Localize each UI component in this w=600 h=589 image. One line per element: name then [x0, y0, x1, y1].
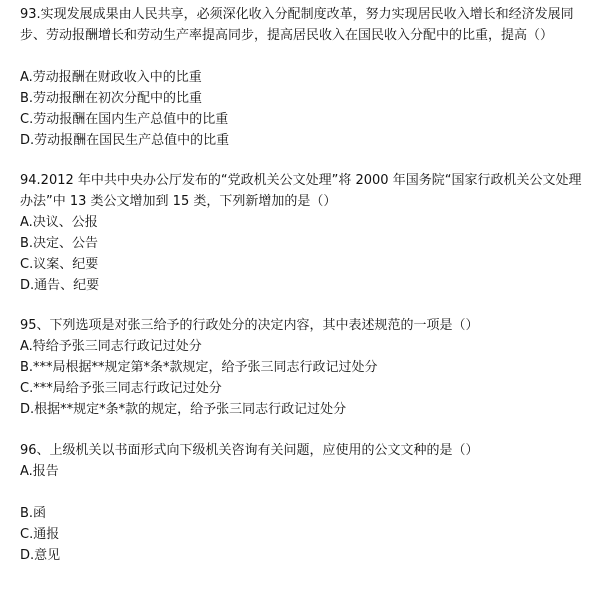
- option-c: C.通报: [20, 527, 60, 542]
- option-a: A.报告: [20, 464, 59, 479]
- option-b: B.劳动报酬在初次分配中的比重: [20, 91, 203, 106]
- option-c: C.议案、纪要: [20, 257, 99, 272]
- option-d: D.根据**规定*条*款的规定，给予张三同志行政记过处分: [20, 402, 347, 417]
- option-b: B.决定、公告: [20, 236, 99, 251]
- option-c: C.劳动报酬在国内生产总值中的比重: [20, 112, 229, 127]
- option-d: D.通告、纪要: [20, 278, 100, 293]
- option-a: A.特给予张三同志行政记过处分: [20, 339, 202, 354]
- question-stem: 96、上级机关以书面形式向下级机关咨询有关问题，应使用的公文文种的是（）: [20, 443, 479, 458]
- question-stem: 93.实现发展成果由人民共享，必须深化收入分配制度改革，努力实现居民收入增长和经济发展同步、劳动报酬增长和劳动生产率提高同步，提高居民收入在国民收入分配中的比重，提高（）: [20, 7, 574, 43]
- option-a: A.劳动报酬在财政收入中的比重: [20, 70, 202, 85]
- question-95: [20, 315, 590, 420]
- option-d: D.劳动报酬在国民生产总值中的比重: [20, 133, 230, 148]
- option-a: A.决议、公报: [20, 215, 98, 230]
- option-b: B.***局根据**规定第*条*款规定，给予张三同志行政记过处分: [20, 360, 378, 375]
- question-96: [20, 440, 590, 566]
- question-94: [20, 170, 590, 296]
- option-d: D.意见: [20, 548, 61, 563]
- blank-line: [20, 482, 590, 503]
- option-b: B.函: [20, 506, 47, 521]
- question-stem: 94.2012 年中共中央办公厅发布的“党政机关公文处理”将 2000 年国务院“国家行政机关公文处理办法”中 13 类公文增加到 15 类，下列新增加的是（）: [20, 173, 582, 209]
- question-93: [20, 4, 590, 151]
- option-c: C.***局给予张三同志行政记过处分: [20, 381, 222, 396]
- question-stem: 95、下列选项是对张三给予的行政处分的决定内容，其中表述规范的一项是（）: [20, 318, 479, 333]
